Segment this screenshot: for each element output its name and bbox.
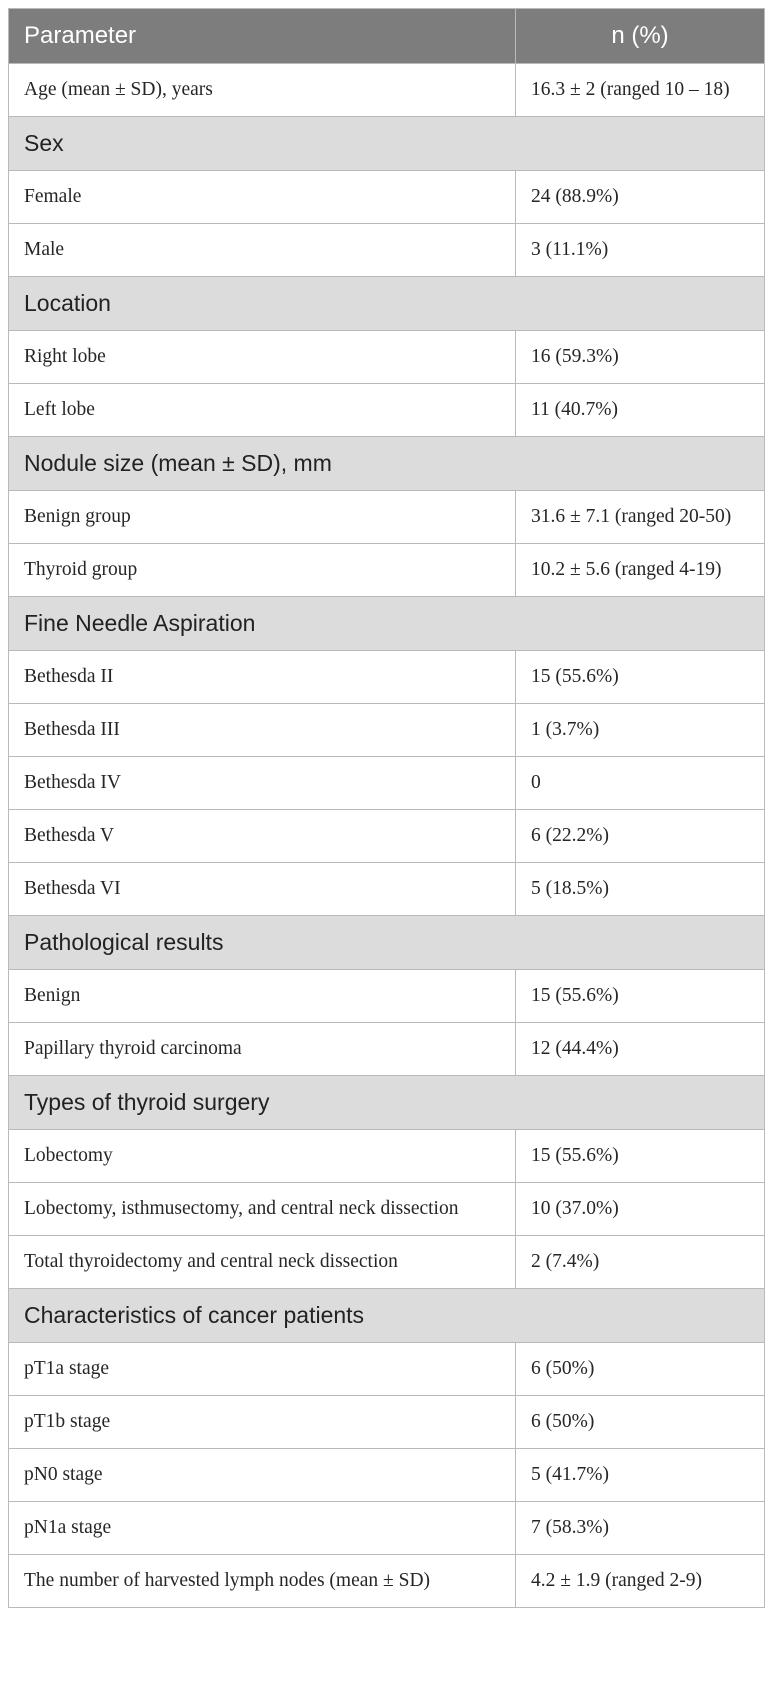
row-label: pN1a stage	[9, 1502, 516, 1555]
row-label: Benign	[9, 970, 516, 1023]
row-value: 16.3 ± 2 (ranged 10 – 18)	[516, 64, 765, 117]
row-value: 5 (41.7%)	[516, 1449, 765, 1502]
section-label: Location	[9, 277, 765, 331]
row-label: Right lobe	[9, 331, 516, 384]
table-row	[9, 863, 765, 916]
row-label: Left lobe	[9, 384, 516, 437]
section-label: Pathological results	[9, 916, 765, 970]
row-label: pT1b stage	[9, 1396, 516, 1449]
table-row	[9, 171, 765, 224]
section-label: Sex	[9, 117, 765, 171]
table-row	[9, 1023, 765, 1076]
table-row	[9, 1343, 765, 1396]
row-label: Bethesda III	[9, 704, 516, 757]
patient-characteristics-table	[8, 8, 765, 1608]
row-value: 2 (7.4%)	[516, 1236, 765, 1289]
table-row	[9, 1502, 765, 1555]
table-row	[9, 1236, 765, 1289]
header-row	[9, 9, 765, 64]
row-label: pN0 stage	[9, 1449, 516, 1502]
row-value: 11 (40.7%)	[516, 384, 765, 437]
table-row	[9, 331, 765, 384]
row-value: 31.6 ± 7.1 (ranged 20-50)	[516, 491, 765, 544]
row-value: 6 (50%)	[516, 1396, 765, 1449]
row-label: Lobectomy, isthmusectomy, and central neck dissection	[9, 1183, 516, 1236]
row-label: Bethesda IV	[9, 757, 516, 810]
row-value: 0	[516, 757, 765, 810]
table-row	[9, 384, 765, 437]
section-label: Fine Needle Aspiration	[9, 597, 765, 651]
section-label: Characteristics of cancer patients	[9, 1289, 765, 1343]
section-row	[9, 277, 765, 331]
row-value: 4.2 ± 1.9 (ranged 2-9)	[516, 1555, 765, 1608]
section-row	[9, 1289, 765, 1343]
section-row	[9, 117, 765, 171]
table-row	[9, 491, 765, 544]
row-value: 16 (59.3%)	[516, 331, 765, 384]
row-label: Female	[9, 171, 516, 224]
row-value: 5 (18.5%)	[516, 863, 765, 916]
table-row	[9, 704, 765, 757]
row-value: 6 (50%)	[516, 1343, 765, 1396]
row-label: Bethesda V	[9, 810, 516, 863]
row-value: 1 (3.7%)	[516, 704, 765, 757]
table-row	[9, 1130, 765, 1183]
row-label: Age (mean ± SD), years	[9, 64, 516, 117]
row-value: 15 (55.6%)	[516, 651, 765, 704]
row-value: 6 (22.2%)	[516, 810, 765, 863]
row-value: 12 (44.4%)	[516, 1023, 765, 1076]
row-value: 3 (11.1%)	[516, 224, 765, 277]
row-value: 10.2 ± 5.6 (ranged 4-19)	[516, 544, 765, 597]
row-value: 7 (58.3%)	[516, 1502, 765, 1555]
table-row	[9, 651, 765, 704]
section-label: Types of thyroid surgery	[9, 1076, 765, 1130]
table-row	[9, 970, 765, 1023]
table-row	[9, 224, 765, 277]
row-value: 15 (55.6%)	[516, 1130, 765, 1183]
row-label: The number of harvested lymph nodes (mean ± SD)	[9, 1555, 516, 1608]
section-row	[9, 437, 765, 491]
table-row	[9, 64, 765, 117]
row-label: Bethesda II	[9, 651, 516, 704]
row-value: 24 (88.9%)	[516, 171, 765, 224]
row-label: Total thyroidectomy and central neck dissection	[9, 1236, 516, 1289]
table-body	[9, 64, 765, 1608]
section-row	[9, 597, 765, 651]
table-row	[9, 544, 765, 597]
table-row	[9, 1183, 765, 1236]
row-label: Benign group	[9, 491, 516, 544]
table-row	[9, 757, 765, 810]
row-label: Male	[9, 224, 516, 277]
section-row	[9, 1076, 765, 1130]
section-row	[9, 916, 765, 970]
row-label: Bethesda VI	[9, 863, 516, 916]
table-row	[9, 810, 765, 863]
row-value: 10 (37.0%)	[516, 1183, 765, 1236]
table-row	[9, 1555, 765, 1608]
header-n-percent: n (%)	[516, 9, 765, 64]
table-row	[9, 1449, 765, 1502]
row-value: 15 (55.6%)	[516, 970, 765, 1023]
section-label: Nodule size (mean ± SD), mm	[9, 437, 765, 491]
header-parameter: Parameter	[9, 9, 516, 64]
row-label: Papillary thyroid carcinoma	[9, 1023, 516, 1076]
row-label: Thyroid group	[9, 544, 516, 597]
row-label: pT1a stage	[9, 1343, 516, 1396]
table-row	[9, 1396, 765, 1449]
row-label: Lobectomy	[9, 1130, 516, 1183]
